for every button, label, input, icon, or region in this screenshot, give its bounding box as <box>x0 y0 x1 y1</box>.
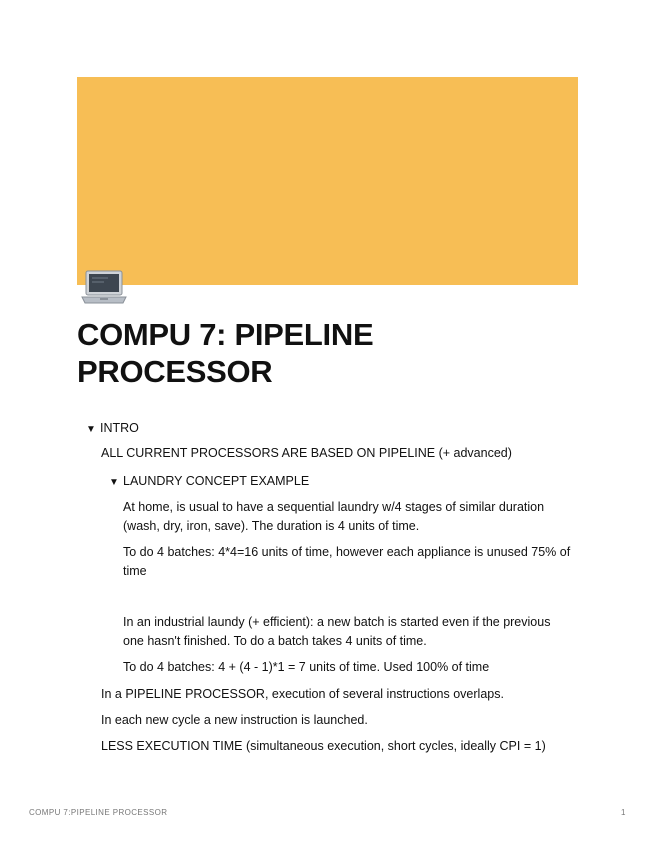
footer-page-number: 1 <box>621 808 626 817</box>
laundry-paragraph-home: At home, is usual to have a sequential laundry w/4 stages of similar duration (wash, dry, iron, save). The duration is 4 units of time. <box>123 500 545 533</box>
laundry-paragraph-industrial: In an industrial laundy (+ efficient): a new batch is started even if the previous one hasn't finished. To do a batch takes 4 units of time. <box>123 615 551 648</box>
laptop-icon <box>80 268 128 308</box>
footer-title: COMPU 7:PIPELINE PROCESSOR <box>29 808 168 817</box>
toggle-intro-label: INTRO <box>100 421 139 435</box>
laundry-paragraph-industrial-batches: To do 4 batches: 4 + (4 - 1)*1 = 7 units of time. Used 100% of time <box>123 660 490 674</box>
triangle-down-icon[interactable]: ▼ <box>86 424 96 435</box>
toggle-laundry-label: LAUNDRY CONCEPT EXAMPLE <box>123 474 310 488</box>
toggle-laundry[interactable] <box>109 472 309 492</box>
toggle-intro[interactable] <box>86 419 139 439</box>
cover-banner <box>77 77 578 285</box>
intro-text-cycle: In each new cycle a new instruction is launched. <box>101 713 368 727</box>
intro-text-pipeline: In a PIPELINE PROCESSOR, execution of several instructions overlaps. <box>101 687 504 701</box>
intro-text-execution-time: LESS EXECUTION TIME (simultaneous execution, short cycles, ideally CPI = 1) <box>101 739 546 753</box>
intro-text-processors: ALL CURRENT PROCESSORS ARE BASED ON PIPELINE (+ advanced) <box>101 446 512 460</box>
triangle-down-icon[interactable]: ▼ <box>109 477 119 488</box>
laundry-paragraph-batches: To do 4 batches: 4*4=16 units of time, however each appliance is unused 75% of time <box>123 545 571 578</box>
page-title: COMPU 7: PIPELINE PROCESSOR <box>77 317 374 389</box>
